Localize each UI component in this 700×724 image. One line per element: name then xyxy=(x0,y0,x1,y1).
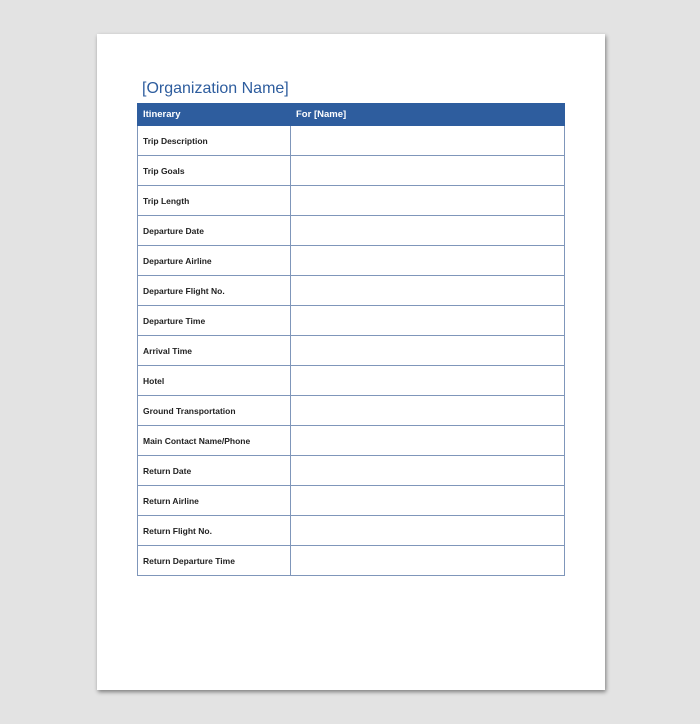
table-row xyxy=(138,306,565,336)
row-value-departure-flight-no[interactable] xyxy=(291,276,565,306)
itinerary-table xyxy=(137,103,565,576)
header-for-name: For [Name] xyxy=(291,104,565,126)
table-row xyxy=(138,246,565,276)
table-row xyxy=(138,516,565,546)
row-label-departure-time: Departure Time xyxy=(138,306,291,336)
row-label-main-contact: Main Contact Name/Phone xyxy=(138,426,291,456)
row-value-departure-date[interactable] xyxy=(291,216,565,246)
row-label-trip-length: Trip Length xyxy=(138,186,291,216)
organization-name-title: [Organization Name] xyxy=(142,80,289,97)
row-value-arrival-time[interactable] xyxy=(291,336,565,366)
table-row xyxy=(138,186,565,216)
table-row xyxy=(138,276,565,306)
row-value-return-airline[interactable] xyxy=(291,486,565,516)
table-row xyxy=(138,396,565,426)
table-row xyxy=(138,546,565,576)
table-row xyxy=(138,366,565,396)
table-row xyxy=(138,216,565,246)
table-row xyxy=(138,426,565,456)
row-label-trip-description: Trip Description xyxy=(138,126,291,156)
row-value-main-contact[interactable] xyxy=(291,426,565,456)
document-page xyxy=(97,34,605,690)
table-row xyxy=(138,156,565,186)
row-value-departure-airline[interactable] xyxy=(291,246,565,276)
row-label-return-airline: Return Airline xyxy=(138,486,291,516)
table-row xyxy=(138,456,565,486)
row-value-ground-transportation[interactable] xyxy=(291,396,565,426)
table-row xyxy=(138,126,565,156)
row-value-return-departure-time[interactable] xyxy=(291,546,565,576)
row-value-trip-goals[interactable] xyxy=(291,156,565,186)
row-label-return-flight-no: Return Flight No. xyxy=(138,516,291,546)
row-label-hotel: Hotel xyxy=(138,366,291,396)
table-row xyxy=(138,336,565,366)
row-value-return-flight-no[interactable] xyxy=(291,516,565,546)
row-value-trip-description[interactable] xyxy=(291,126,565,156)
row-label-departure-flight-no: Departure Flight No. xyxy=(138,276,291,306)
table-header-row xyxy=(138,104,565,126)
row-label-arrival-time: Arrival Time xyxy=(138,336,291,366)
row-value-departure-time[interactable] xyxy=(291,306,565,336)
row-label-departure-airline: Departure Airline xyxy=(138,246,291,276)
row-value-hotel[interactable] xyxy=(291,366,565,396)
row-label-departure-date: Departure Date xyxy=(138,216,291,246)
header-itinerary: Itinerary xyxy=(138,104,291,126)
row-label-ground-transportation: Ground Transportation xyxy=(138,396,291,426)
row-value-return-date[interactable] xyxy=(291,456,565,486)
table-row xyxy=(138,486,565,516)
row-value-trip-length[interactable] xyxy=(291,186,565,216)
row-label-trip-goals: Trip Goals xyxy=(138,156,291,186)
row-label-return-departure-time: Return Departure Time xyxy=(138,546,291,576)
row-label-return-date: Return Date xyxy=(138,456,291,486)
